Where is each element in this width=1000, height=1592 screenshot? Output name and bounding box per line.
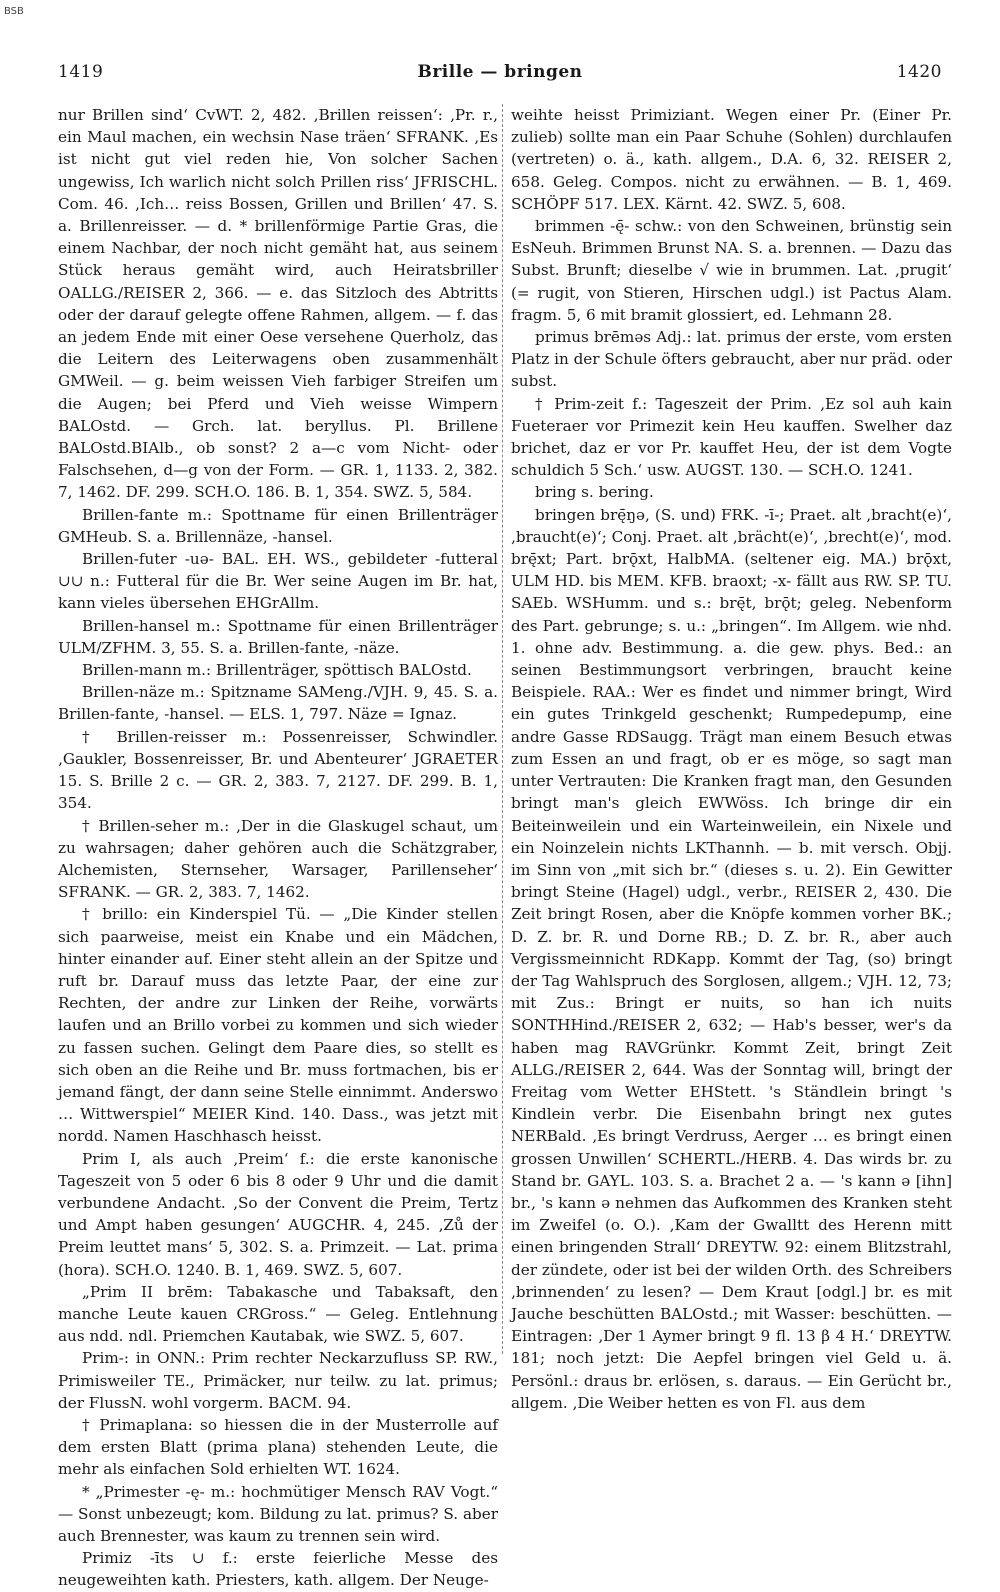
entry-prim-2: „Prim II brēm: Tabakasche und Tabaksaft, den manche Leute kauen CRGross.“ — Geleg. Entlehnung aus ndd. ndl. Priemchen Kautabak, wie SWZ. 5, 607. bbox=[58, 1282, 498, 1346]
entry-bring: bring s. bering. bbox=[535, 483, 654, 502]
entry-primiz: Primiz -īts ∪ f.: erste feierliche Messe des neugeweihten kath. Priesters, kath. allgem. Der Neuge- bbox=[58, 1549, 498, 1590]
entry-prim-1: Prim I, als auch ‚Preim‘ f.: die erste kanonische Tageszeit von 5 oder 6 bis 8 oder 9 Uhr und die damit verbundene Andacht. ‚So der Convent die Preim, Tertz und Ampt haben gesungen‘ AUGCHR. 4, 245. ‚Zů der Preim leuttet mans‘ 5, 302. S. a. Primzeit. — Lat. prima (hora). SCH.O. 1240. B. 1, 469. SWZ. 5, 607. bbox=[58, 1149, 498, 1279]
entry-brillen-hansel: Brillen-hansel m.: Spottname für einen Brillenträger ULM/ZFHM. 3, 55. S. a. Brillen-fante, -näze. bbox=[58, 616, 498, 657]
running-head: Brille — bringen bbox=[417, 62, 583, 82]
entry-brillen-fante: Brillen-fante m.: Spottname für einen Brillenträger GMHeub. S. a. Brillennäze, -hansel. bbox=[58, 505, 498, 546]
entry-primiz-cont: weihte heisst Primiziant. Wegen einer Pr. (Einer Pr. zulieb) sollte man ein Paar Schuhe (Sohlen) durchlaufen (vertreten) o. ä., kath. allgem., D.A. 6, 32. REISER 2, 658. Geleg. Compos. nicht zu erwähnen. — B. 1, 469. SCHÖPF 517. LEX. Kärnt. 42. SWZ. 5, 608. bbox=[511, 106, 952, 213]
entry-primus: primus brēməs Adj.: lat. primus der erste, vom ersten Platz in der Schule öfters gebraucht, aber nur präd. oder subst. bbox=[511, 328, 952, 391]
library-stamp: BSB bbox=[4, 6, 24, 17]
column-divider bbox=[502, 104, 503, 1354]
entry-bringen: bringen brę̄ŋə, (S. und) FRK. -ī-; Praet. alt ‚bracht(e)‘, ‚braucht(e)‘; Conj. Praet. alt ‚brächt(e)‘, ‚brecht(e)‘, mod. brę̄xt; Part. brǭxt, HalbMA. (seltener eig. MA.) brǭxt, ULM HD. bis MEM. KFB. braoxt; -x- fällt aus RW. SP. TU. SAEb. WSHumm. und s.: brę̄t, brǭt; geleg. Nebenform des Part. gebrunge; s. u.: „bringen“. Im Allgem. wie nhd. 1. ohne adv. Bestimmung. a. die gew. phys. Bed.: an seinen Bestimmungsort verbringen, braucht keine Beispiele. RAA.: Wer es findet und nimmer bringt, Wird ein gutes Trinkgeld geschenkt; Rumpedepump, eine andre Gasse RDSaugg. Trägt man einem Besuch etwas zum Essen an und fragt, ob er es möge, so sagt man unter Vertrauten: Die Kranken fragt man, den Gesunden bringt man's gleich EWWöss. Ich bringe dir ein Beiteinweilein und ein Warteinweilein, ein Nixele und ein Noinzelein nichts LKThannh. — b. mit versch. Objj. im Sinn von „mit sich br.“ (dieses s. u. 2). Ein Gewitter bringt Steine (Hagel) udgl., verbr., REISER 2, 430. Die Zeit bringt Rosen, aber die Knöpfe kommen vorher BK.; D. Z. br. R. und Dorne RB.; D. Z. br. R., aber auch Vergissmeinnicht RDKapp. Kommt der Tag, (so) bringt der Tag Wahlspruch des Sorglosen, allgem.; VJH. 12, 73; mit Zus.: Bringt er nuits, so han ich nuits SONTHHind./REISER 2, 632; — Hab's besser, wer's da haben mag RAVGrünkr. Kommt Zeit, bringt Zeit ALLG./REISER 2, 644. Was der Sonntag will, bringt der Freitag vom Wetter EHStett. 's Ständlein bringt 's Kindlein verbr. Die Eisenbahn bringt nex gutes NERBald. ‚Es bringt Verdruss, Aerger … es bringt einen grossen Unwillen‘ SCHERTL./HERB. 4. Das wirds br. zu Stand br. GAYL. 103. S. a. Brachet 2 a. — 's kann ə [ihn] br., 's kann ə nehmen das Aufkommen des Kranken steht im Zweifel (o. O.). ‚Kam der Gwalltt des Herenn mitt einen bringenden Strall‘ DREYTW. 92: einem Blitzstrahl, der zündete, oder ist bei der wilden Orth. des Schreibers ‚brinnenden‘ zu lesen? — Dem Kraut [odgl.] br. es mit Jauche beschütten BALOstd.; mit Wasser: beschütten. — Eintragen: ‚Der 1 Aymer bringt 9 fl. 13 β 4 H.‘ DREYTW. 181; noch jetzt: Die Aepfel bringen viel Geld u. ä. Persönl.: draus br. erlösen, s. daraus. — Ein Gerücht br., allgem. ‚Die Weiber hetten es von Fl. aus dem bbox=[511, 505, 952, 1412]
entry-brillo: † brillo: ein Kinderspiel Tü. — „Die Kinder stellen sich paarweise, meist ein Knabe und ein Mädchen, hinter einander auf. Einer steht allein an der Spitze und ruft br. Darauf muss das letzte Paar, der eine zur Rechten, der andre zur Linken der Reihe, vorwärts laufen und an Brillo vorbei zu kommen und sich wieder zu fassen suchen. Gelingt dem Paare dies, so stellt es sich oben an die Reihe und Br. muss fortmachen, bis er jemand fängt, der dann seine Stelle einnimmt. Anderswo … Wittwerspiel“ MEIER Kind. 140. Dass., was jetzt mit nordd. Namen Haschhasch heisst. bbox=[58, 905, 498, 1146]
right-column bbox=[511, 104, 952, 1412]
entry-brillen-naze: Brillen-näze m.: Spitzname SAMeng./VJH. 9, 45. S. a. Brillen-fante, -hansel. — ELS. 1, 797. Näze = Ignaz. bbox=[58, 683, 498, 724]
left-column bbox=[58, 104, 498, 1590]
entry-brille-cont: nur Brillen sind‘ CvWT. 2, 482. ‚Brillen reissen‘: ‚Pr. r., ein Maul machen, ein wechsin Nase träen‘ SFRANK. ‚Es ist nicht gut viel reden hie, Von solcher Sachen ungewiss, Ich warlich nicht solch Prillen riss‘ JFRISCHL. Com. 46. ‚Ich… reiss Bossen, Grillen und Brillen‘ 47. S. a. Brillenreisser. — d. * brillenförmige Partie Gras, die einem Nachbar, der noch nicht gemäht hat, aus seinem Stück heraus gemäht wird, auch Heiratsbriller OALLG./REISER 2, 366. — e. das Sitzloch des Abtritts oder der darauf gelegte offene Rahmen, allgem. — f. das an jedem Ende mit einer Oese versehene Querholz, das die Leitern des Leiterwagens oben zusammenhält GMWeil. — g. beim weissen Vieh farbiger Streifen um die Augen; bei Pferd und Vieh weisse Wimpern BALOstd. — Grch. lat. beryllus. Pl. Brillene BALOstd.BIAlb., ob sonst? 2 a—c vom Nicht- oder Falschsehen, d—g von der Form. — GR. 1, 1133. 2, 382. 7, 1462. DF. 299. SCH.O. 186. B. 1, 354. SWZ. 5, 584. bbox=[58, 106, 498, 502]
entry-brillen-futer: Brillen-futer -uə- BAL. EH. WS., gebildeter -futteral ∪∪ n.: Futteral für die Br. Wer seine Augen im Br. hat, kann vieles übersehen EHGrAllm. bbox=[58, 550, 498, 613]
entry-brillen-seher: † Brillen-seher m.: ‚Der in die Glaskugel schaut, um zu wahrsagen; daher gehören auch die Schätzgraber, Alchemisten, Sternseher, Warsager, Parillenseher‘ SFRANK. — GR. 2, 383. 7, 1462. bbox=[58, 816, 498, 902]
entry-primester: * „Primester -ę- m.: hochmütiger Mensch RAV Vogt.“ — Sonst unbezeugt; kom. Bildung zu lat. primus? S. aber auch Brennester, was kaum zu trennen sein wird. bbox=[58, 1482, 498, 1545]
entry-brimmen: brimmen -ę̄- schw.: von den Schweinen, brünstig sein EsNeuh. Brimmen Brunst NA. S. a. brennen. — Dazu das Subst. Brunft; dieselbe √ wie in brummen. Lat. ‚prugit‘ (= rugit, von Stieren, Hirschen udgl.) ist Pactus Alam. fragm. 5, 6 mit bramit glossiert, ed. Lehmann 28. bbox=[511, 217, 952, 324]
entry-prim-zeit: † Prim-zeit f.: Tageszeit der Prim. ‚Ez sol auh kain Fueteraer vor Primezit kein Heu kauffen. Swelher daz brichet, daz er vor Pr. kauffet Heu, der ist dem Vogte schuldich 5 Sch.‘ usw. AUGST. 130. — SCH.O. 1241. bbox=[511, 394, 952, 480]
left-page-number: 1419 bbox=[58, 62, 104, 82]
page-header bbox=[58, 62, 942, 86]
entry-brillen-mann: Brillen-mann m.: Brillenträger, spöttisch BALOstd. bbox=[82, 661, 472, 680]
entry-brillen-reisser: † Brillen-reisser m.: Possenreisser, Schwindler. ‚Gaukler, Bossenreisser, Br. und Abenteurer‘ JGRAETER 15. S. Brille 2 c. — GR. 2, 383. 7, 2127. DF. 299. B. 1, 354. bbox=[58, 727, 498, 813]
entry-primaplana: † Primaplana: so hiessen die in der Musterrolle auf dem ersten Blatt (prima plana) stehenden Leute, die mehr als einfachen Sold erhielten WT. 1624. bbox=[58, 1415, 498, 1479]
entry-prim-onn: Prim-: in ONN.: Prim rechter Neckarzufluss SP. RW., Primisweiler TE., Primäcker, nur teilw. zu lat. primus; der FlussN. wohl vorgerm. BACM. 94. bbox=[58, 1349, 498, 1412]
right-page-number: 1420 bbox=[896, 62, 942, 82]
